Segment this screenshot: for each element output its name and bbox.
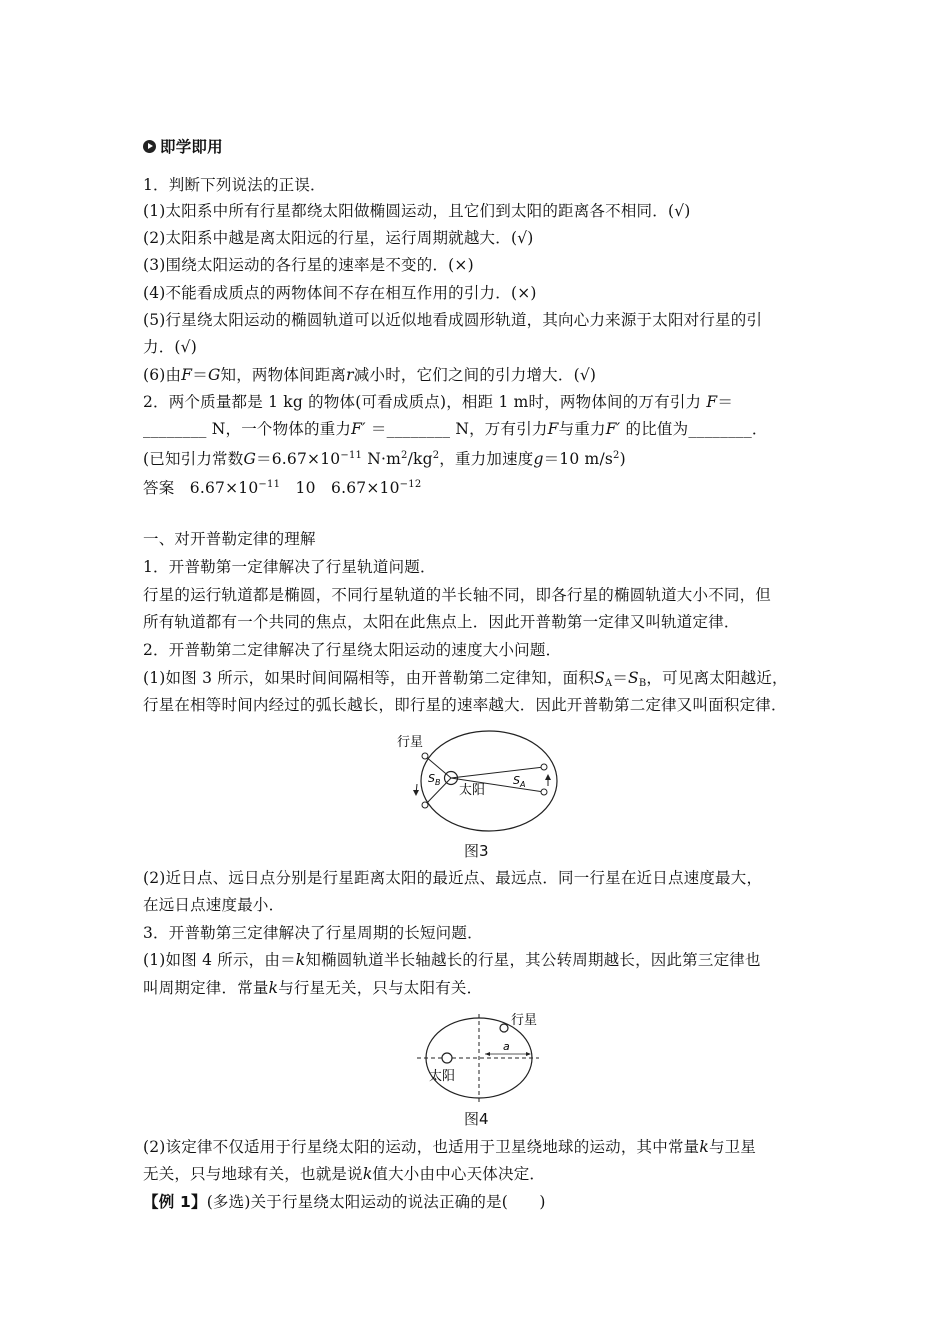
part1-s3-text-4: 无关，只与地球有关，也就是说k值大小由中心天体决定． <box>143 1165 546 1183</box>
planet-point <box>541 789 547 795</box>
q2-line-2: ________ N，一个物体的重力F′ ＝________ N，万有引力F与重力F′ 的比值为________． <box>143 420 768 438</box>
part1-s1: 1．开普勒第一定律解决了行星轨道问题． <box>143 558 436 576</box>
q1-item-6: (6)由F＝G知，两物体间距离r减小时，它们之间的引力增大．(√) <box>143 366 597 384</box>
part1-s1-text-1: 行星的运行轨道都是椭圆，不同行星轨道的半长轴不同，即各行星的椭圆轨道大小不同，但 <box>143 586 772 604</box>
q1-item-5-cont: 力．(√) <box>143 338 197 356</box>
orbit-ellipse <box>421 731 557 831</box>
fig3-sb-label: $S_B$ <box>428 772 441 787</box>
q1-item-2: (2)太阳系中越是离太阳远的行星，运行周期就越大．(√) <box>143 229 534 247</box>
example-text: (多选)关于行星绕太阳运动的说法正确的是( ) <box>206 1193 546 1211</box>
sun-circle <box>442 1053 452 1063</box>
part1-s2-text-2: 行星在相等时间内经过的弧长越长，即行星的速率越大．因此开普勒第二定律又叫面积定律． <box>143 696 787 714</box>
play-circle-icon <box>143 140 156 153</box>
planet-point <box>422 802 428 808</box>
fig3-planet-label: 行星 <box>397 735 424 750</box>
part1-s2-text-3: (2)近日点、远日点分别是行星距离太阳的最近点、最远点．同一行星在近日点速度最大， <box>143 869 763 887</box>
planet-point <box>422 753 428 759</box>
figure-3-caption: 图3 <box>464 842 489 860</box>
part1-s3-text-1: (1)如图 4 所示，由＝k知椭圆轨道半长轴越长的行星，其公转周期越长，因此第三定律也 <box>143 951 761 969</box>
part1-s2: 2．开普勒第二定律解决了行星绕太阳运动的速度大小问题． <box>143 641 562 659</box>
fig3-sa-label: $S_A$ <box>513 774 526 789</box>
q2-line-3: (已知引力常数$G=6.67\times 10^{-11}$ $N\cdot m^2/kg^2$，重力加速度g＝10 $m/s^2$) <box>143 450 626 468</box>
fig3-sun-label: 太阳 <box>459 783 486 798</box>
part1-s3: 3．开普勒第三定律解决了行星周期的长短问题． <box>143 924 483 942</box>
figure-4-diagram <box>407 1008 547 1104</box>
example-1 <box>143 1191 546 1213</box>
fig4-a-label: a <box>503 1040 510 1053</box>
q1-item-5: (5)行星绕太阳运动的椭圆轨道可以近似地看成圆形轨道，其向心力来源于太阳对行星的引 <box>143 311 763 329</box>
example-label: 【例 1】 <box>143 1193 207 1211</box>
section-header: 即学即用 <box>143 136 223 158</box>
planet-point <box>500 1024 508 1032</box>
part1-s2-text-1: (1)如图 3 所示，如果时间间隔相等，由开普勒第二定律知，面积$S_A=S_B$，可见离太阳越近， <box>143 669 788 689</box>
part1-s3-text-2: 叫周期定律．常量k与行星无关，只与太阳有关． <box>143 979 483 997</box>
q1-item-4: (4)不能看成质点的两物体间不存在相互作用的引力．(×) <box>143 284 537 302</box>
part1-s2-text-4: 在远日点速度最小． <box>143 896 285 914</box>
figure-3-diagram <box>397 726 567 836</box>
q1-item-1: (1)太阳系中所有行星都绕太阳做椭圆运动，且它们到太阳的距离各不相同．(√) <box>143 202 691 220</box>
q1-item-3: (3)围绕太阳运动的各行星的速率是不变的．(×) <box>143 256 474 274</box>
q2-line-1: 2．两个质量都是 1 kg 的物体(可看成质点)，相距 1 m时，两物体间的万有引力 F＝ <box>143 393 734 411</box>
figure-4-caption: 图4 <box>464 1110 489 1128</box>
q1-title: 1．判断下列说法的正误． <box>143 176 326 194</box>
fig4-sun-label: 太阳 <box>429 1069 456 1084</box>
planet-point <box>541 764 547 770</box>
part1-s3-text-3: (2)该定律不仅适用于行星绕太阳的运动，也适用于卫星绕地球的运动，其中常量k与卫星 <box>143 1138 757 1156</box>
fig4-planet-label: 行星 <box>511 1013 538 1028</box>
q2-answer: 答案 $6.67\times 10^{-11}$ 10 $6.67\times 10^{-12}$ <box>143 479 422 497</box>
part1-heading: 一、对开普勒定律的理解 <box>143 530 316 548</box>
part1-s1-text-2: 所有轨道都有一个共同的焦点，太阳在此焦点上．因此开普勒第一定律又叫轨道定律． <box>143 613 740 631</box>
